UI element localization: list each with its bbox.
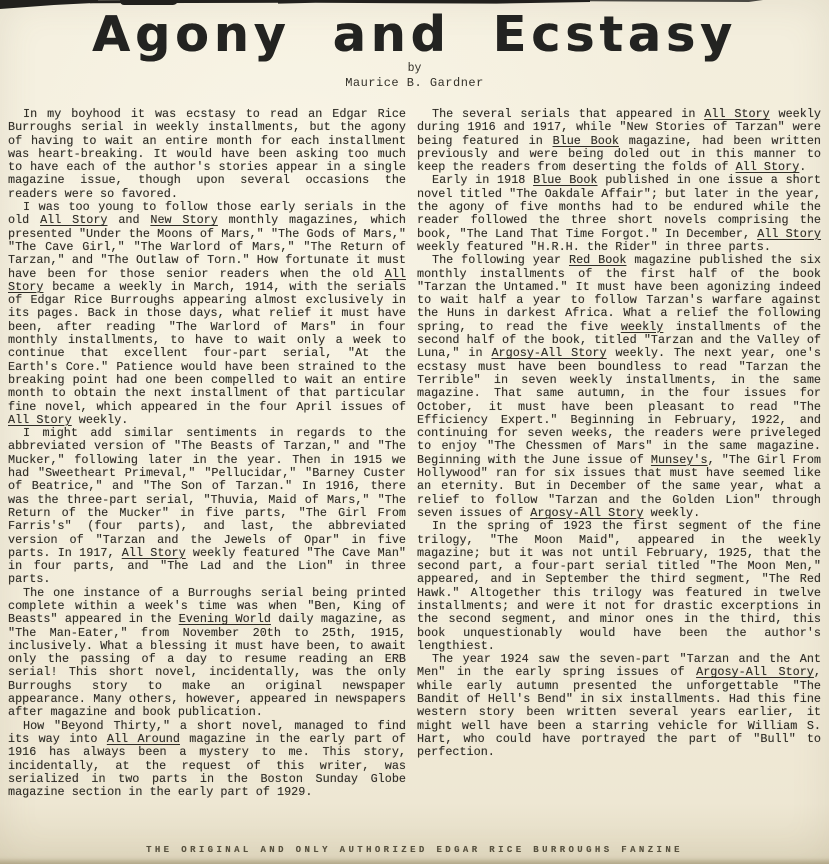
body-text: weekly during 1916 and 1917, while "New Stories of Tarzan" were being featured in [417,107,821,148]
left-column [8,108,406,799]
underlined-text: Evening World [178,612,271,627]
byline: by [407,62,422,75]
body-text: became a weekly in March, 1914, with the serials of Edgar Rice Burroughs appearing almost exclusively in its pages. Back in those days, what relief it must have been, after reading "The Warlord of Mars" in four monthly installments, to have to wait only a week to continue that excellent four-part serial, "At the Earth's Core." Patience would have been strained to the breaking point had one been compelled to wait an entire month to obtain the next installment of that particular fine novel, which appeared in the four April issues of [8,279,406,414]
body-text: magazine, had been written previously and were being doled out in this manner to keep the readers from deserting the folds of [417,133,821,175]
body-text: , while early autumn presented the unforgettable "The Bandit of Hell's Bend" in six installments. Had this fine western story been written several years earlier, it might well have been a starring vehicle for William S. Hart, who could have portrayed the part of "Bull" to perfection. [417,665,821,760]
underlined-text: All Story [757,226,822,241]
body-text: In the spring of 1923 the first segment of the fine trilogy, "The Moon Maid", appeared in the weekly magazine; but it was not until February, 1925, that the second part, a four-part serial titled "The Moon Men," appeared, and in September the third segment, "The Red Hawk." Altogether this trilogy was featured in twelve installments; and were it not for drastic excerptions in the second segment, and minor ones in the third, this book unquestionably would have been the author's lengthiest. [417,519,821,653]
body-text: magazine published the six monthly installments of the first half of the book "Tarzan the Untamed." It must have been agonizing indeed to wait half a year to follow Tarzan's warfare against the Huns in darkest Africa. What a relief the following spring, to read the five [417,253,821,334]
paragraph [417,174,821,254]
body-text: weekly. The next year, one's ecstasy must have been boundless to read "Tarzan the Terrible" in seven weekly installments, in the same magazine. That same autumn, in the four issues for October, it must have been pleasant to read "The Efficiency Expert." Beginning in February, 1922, and continuing for seven weeks, the readers were priveleged to enjoy "The Chessmen of Mars" in the same magazine. Beginning with the June issue of [417,346,821,467]
paragraph [417,520,821,653]
scan-edge-artifact [120,0,178,5]
underlined-text: Argosy-All Story [491,346,607,361]
author-name: Maurice B. Gardner [345,76,484,90]
underlined-text: New Story [150,213,218,228]
body-text: , "The Girl From Hollywood" ran for six issues that must have seemed like an eternity. But in December of the same year, what a relief to follow "Tarzan and the Golden Lion" through seven issues of [417,452,821,520]
body-text: . [799,160,807,175]
paragraph [417,653,821,759]
body-text: The one instance of a Burroughs serial being printed complete within a week's time was when "Ben, King of Beasts" appeared in the [8,585,406,627]
underlined-text: All Story [40,213,108,228]
scan-edge-artifact [585,0,763,2]
paragraph [8,720,406,800]
paragraph [8,201,406,427]
body-text: The following year [432,253,570,268]
body-text: daily magazine, as "The Man-Eater," from November 20th to 25th, 1915, inclusively. What a blessing it must have been, to await only the passing of a day to resume reading an ERB serial! This short novel, incidentally, was the only Burroughs story to make an original newspaper appearance. Many others, however, appeared in newspapers after magazine and book publication. [8,612,407,720]
paragraph [417,108,821,174]
underlined-text: Argosy-All Story [530,505,644,520]
body-text: weekly. [643,505,701,520]
underlined-text: Munsey's [650,452,708,467]
body-text: weekly. [71,412,129,427]
body-text: The year 1924 saw the seven-part "Tarzan and the Ant Men" in the early spring issues of [417,652,821,680]
body-text: I was too young to follow those early serials in the old [8,200,406,228]
body-text: weekly featured "The Cave Man" in four parts, and "The Lad and the Lion" in three parts. [8,545,406,587]
paragraph [417,254,821,520]
underlined-text: All Story [121,545,186,560]
underlined-text: weekly [620,319,664,334]
underlined-text: All Around [106,731,180,746]
paragraph [8,427,406,587]
body-text: and [107,213,151,228]
body-text: installments of the second half of the book, titled "Tarzan and the Valley of Luna," in [417,319,821,361]
underlined-text: Argosy-All Story [696,665,814,680]
underlined-text: All Story [735,160,800,175]
footer-tagline: THE ORIGINAL AND ONLY AUTHORIZED EDGAR RICE BURROUGHS FANZINE [146,845,683,855]
underlined-text: Blue Book [552,133,619,148]
underlined-text: All Story [8,266,406,294]
scan-edge-artifact [278,0,590,4]
underlined-text: Blue Book [533,173,598,188]
body-text: monthly magazines, which presented "Under the Moons of Mars," "The Gods of Mars," "The Cave Girl," "The Warlord of Mars," "The Return of Tarzan," and "The Outlaw of Torn." How fortunate it must have been for those senior readers when the old [8,213,407,281]
paragraph [8,587,406,720]
right-column [417,108,821,799]
paper-bottom-edge [0,858,829,864]
body-text: I might add similar sentiments in regards to the abbreviated version of "The Beasts of Tarzan," and "The Mucker," following later in the year. Then in 1915 we had "Sweetheart Primeval," "Pellucidar," "Barney Custer of Beatrice," and "The Son of Tarzan." In 1916, there was the three-part serial, "Thuvia, Maid of Mars," "The Return of the Mucker" in five parts, "The Girl From Farris's" (four parts), and last, the abbreviated version of "Tarzan and the Jewels of Opar" in five parts. In 1917, [8,426,406,560]
page-title: Agony and Ecstasy [92,6,737,63]
body-text: published in one issue a short novel titled "The Oakdale Affair"; but later in the year, the agony of five months had to be endured while the reader followed the three short novels comprising the book, "The Land That Time Forgot." In December, [417,173,821,241]
body-text: magazine in the early part of 1916 has always been a mystery to me. This story, incidentally, at the request of this writer, was serialized in two parts in the Boston Sunday Globe magazine section in the early part of 1929. [8,731,407,800]
scan-edge-artifact [0,0,98,9]
body-text: weekly featured "H.R.H. the Rider" in three parts. [417,239,771,254]
paragraph [8,108,406,201]
underlined-text: Red Book [569,253,627,268]
body-text: How "Beyond Thirty," a short novel, managed to find its way into [8,718,406,746]
underlined-text: All Story [704,107,770,121]
underlined-text: All Story [8,412,72,427]
body-text: In my boyhood it was ecstasy to read an Edgar Rice Burroughs serial in weekly installments, but the agony of having to wait an entire month for each installment was heart-breaking. It would have been asking too much to have each of the author's stories appear in a single magazine issue, though upon several occasions the readers were so favored. [8,107,406,201]
page-header [0,6,829,90]
body-text: The several serials that appeared in [432,107,705,121]
body-text: Early in 1918 [432,173,534,188]
article-body [8,108,821,799]
